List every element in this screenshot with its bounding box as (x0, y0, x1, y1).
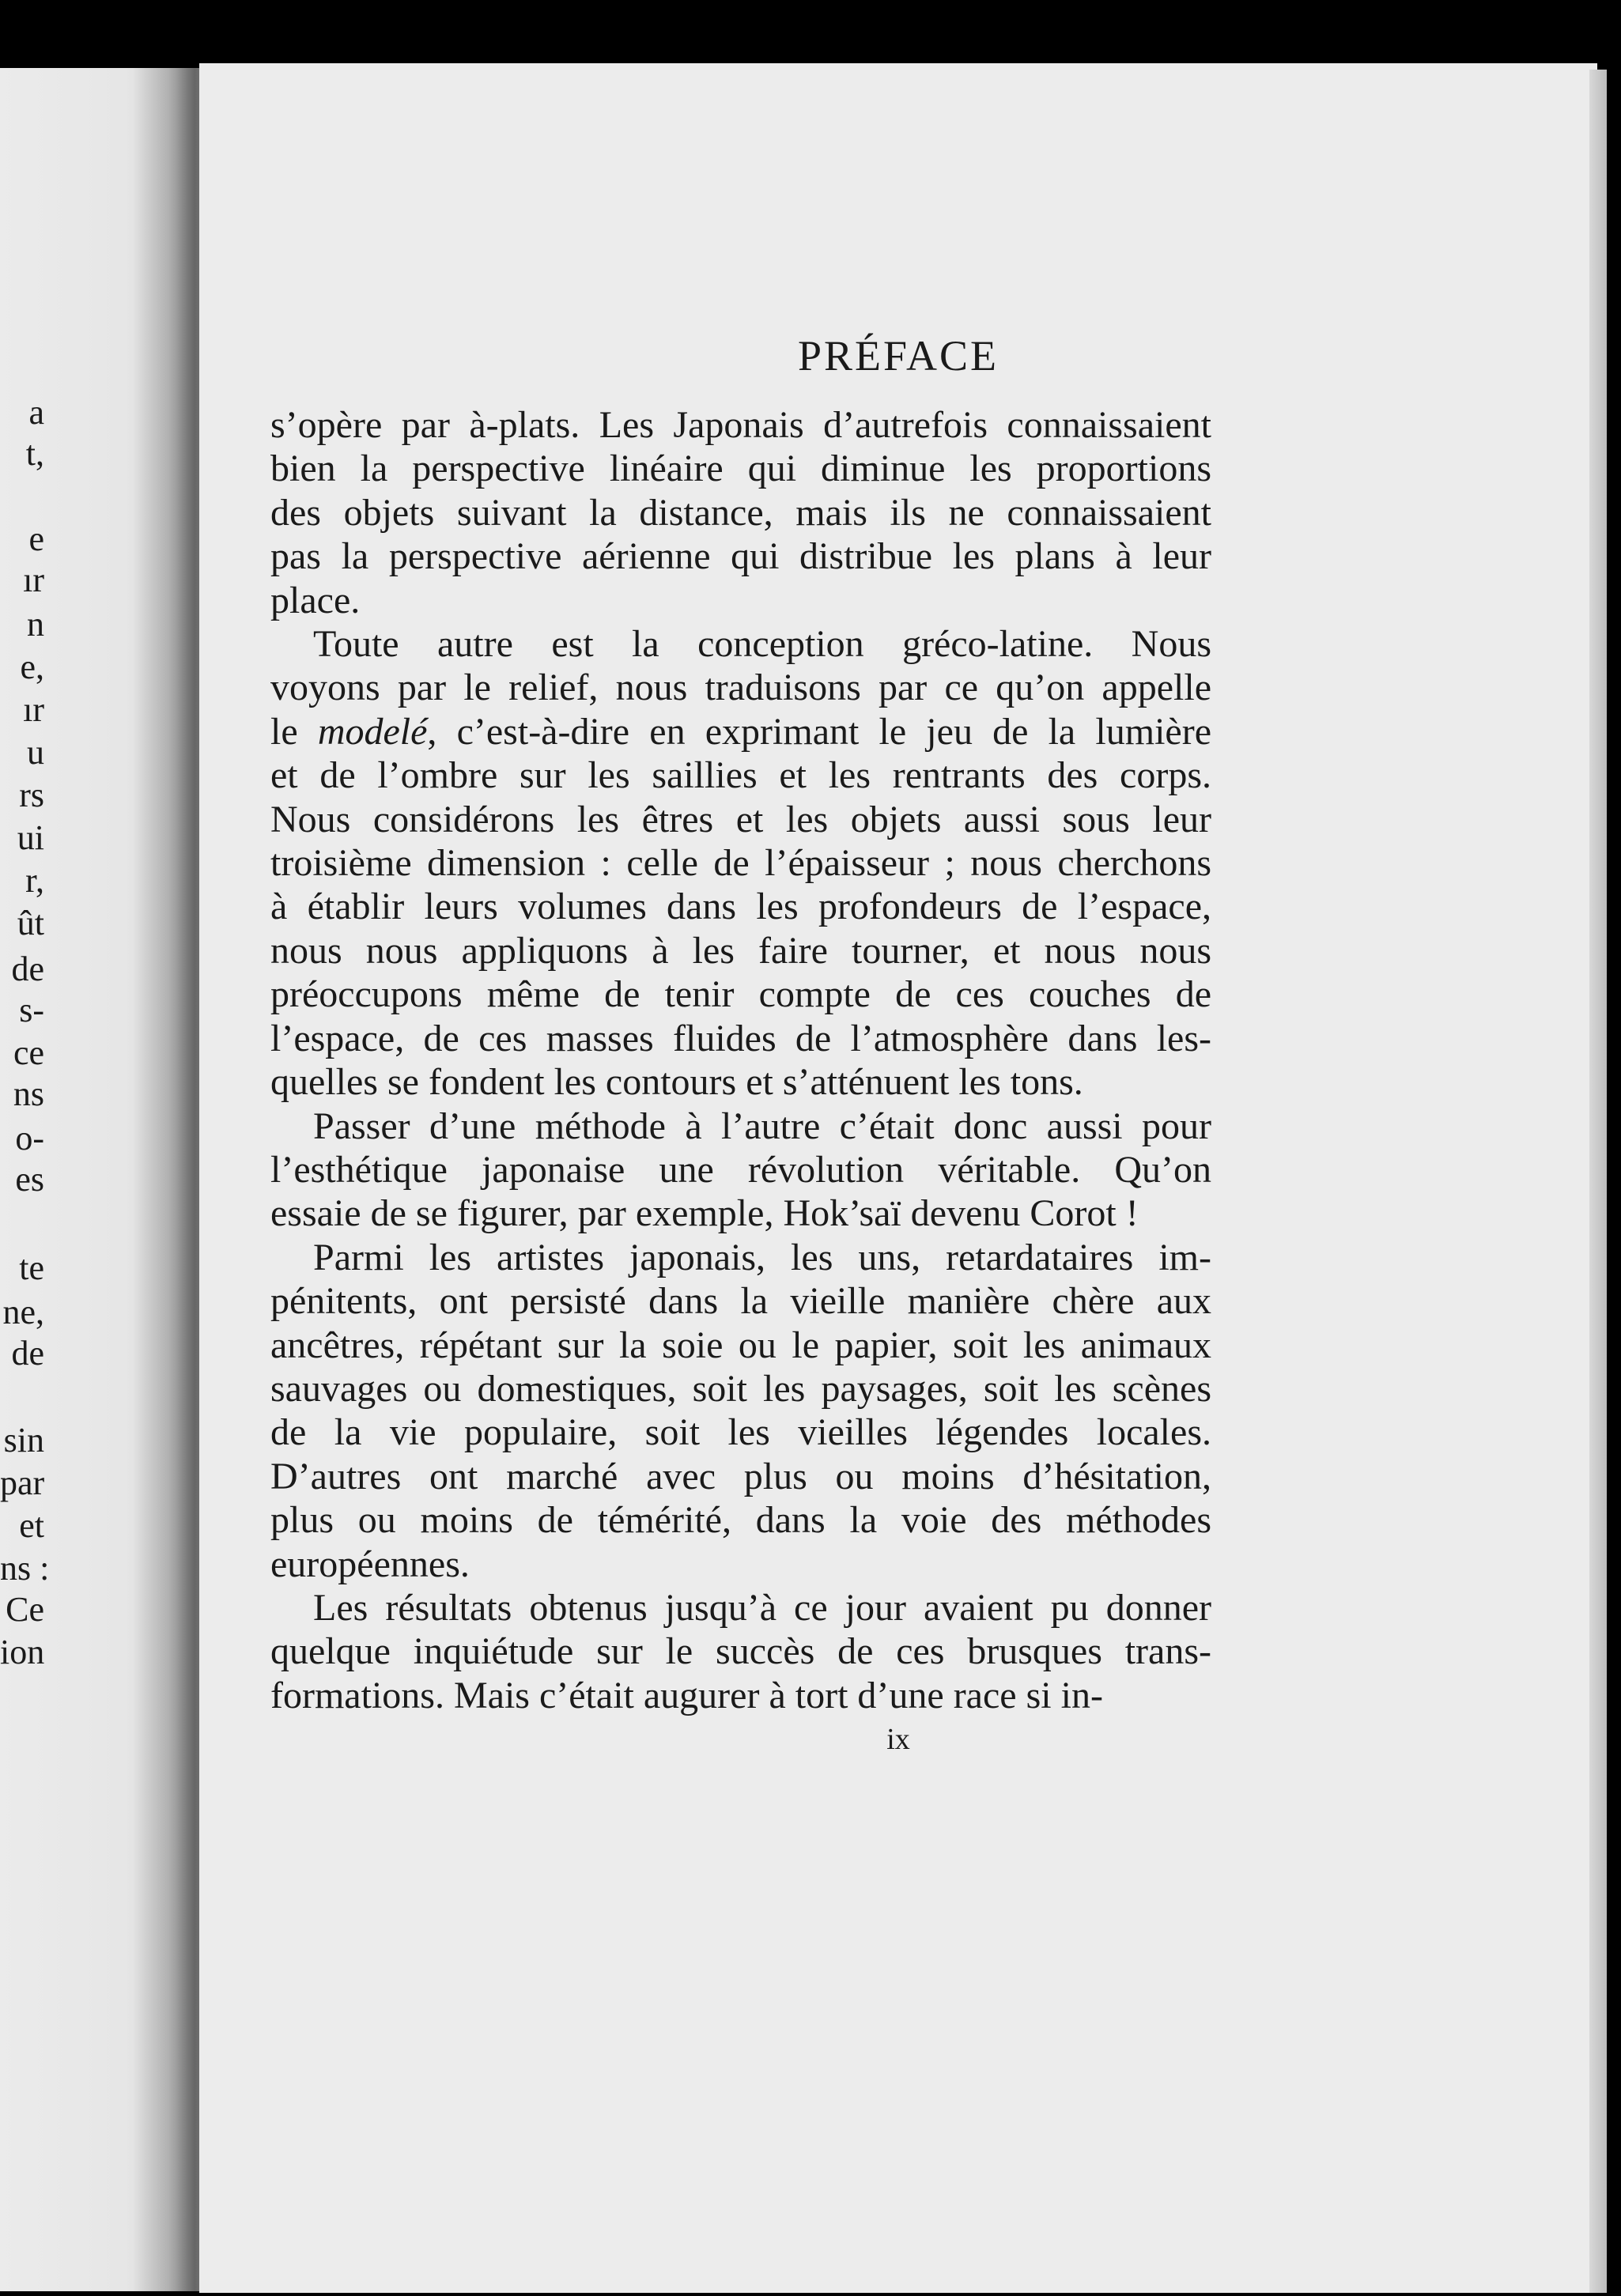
left-page-fragment: ns : (0, 1549, 50, 1588)
paragraph (270, 1105, 1211, 1236)
text-line: le modelé, c’est-à-dire en exprimant le jeu de la lumière (270, 710, 1211, 753)
text-line: formations. Mais c’était augurer à tort d’une race si in- (270, 1674, 1103, 1716)
paragraph (270, 1586, 1211, 1717)
left-page-fragment: rs (19, 776, 44, 814)
text-line: à établir leurs volumes dans les profondeurs de l’espace, (270, 886, 1211, 928)
text-line: européennes. (270, 1543, 470, 1585)
text-line: sauvages ou domestiques, soit les paysages, soit les scènes (270, 1367, 1211, 1410)
left-page-fragment: ce (13, 1033, 44, 1072)
left-page-fragment: es (15, 1160, 44, 1199)
left-page-fragment: n (27, 605, 44, 644)
left-page-fragment: e (28, 519, 44, 558)
left-page-fragment: ût (17, 904, 44, 942)
left-page-fragment: o- (15, 1119, 44, 1157)
text-line: place. (270, 579, 361, 621)
text-line: quelles se fondent les contours et s’atténuent les tons. (270, 1061, 1083, 1104)
text-line: Nous considérons les êtres et les objets aussi sous leur (270, 798, 1211, 840)
text-line: ancêtres, répétant sur la soie ou le papier, soit les animaux (270, 1324, 1211, 1366)
text-line: D’autres ont marché avec plus ou moins d’hésitation, (270, 1455, 1211, 1497)
running-head: PRÉFACE (797, 332, 999, 380)
page-edge (1589, 70, 1607, 2293)
left-page-fragment: ır (23, 561, 44, 599)
left-page-fragment: sin (3, 1421, 44, 1460)
text-line: préoccupons même de tenir compte de ces couches de (270, 973, 1211, 1016)
text-line: pénitents, ont persisté dans la vieille manière chère aux (270, 1280, 1211, 1323)
text-line: des objets suivant la distance, mais ils ne connaissaient (270, 491, 1211, 534)
text-line: pas la perspective aérienne qui distribue les plans à leur (270, 535, 1211, 578)
text-line: Passer d’une méthode à l’autre c’était donc aussi pour (313, 1105, 1211, 1147)
text-line: l’espace, de ces masses fluides de l’atmosphère dans les- (270, 1017, 1211, 1059)
left-page-fragment: t, (25, 434, 44, 473)
left-page-fragment: ion (0, 1633, 45, 1671)
left-page-fragment: ns (13, 1074, 44, 1113)
text-line: voyons par le relief, nous traduisons par ce qu’on appelle (270, 667, 1211, 709)
text-line: nous nous appliquons à les faire tourner, et nous nous (270, 929, 1211, 972)
text-line: plus ou moins de témérité, dans la voie des méthodes (270, 1499, 1211, 1542)
text-line: essaie de se figurer, par exemple, Hok’saï devenu Corot ! (270, 1192, 1139, 1235)
text-line: l’esthétique japonaise une révolution véritable. Qu’on (270, 1148, 1211, 1191)
left-page-fragment: de (11, 1334, 44, 1373)
text-line: Toute autre est la conception gréco-latine. Nous (313, 623, 1211, 666)
text-line: Parmi les artistes japonais, les uns, retardataires im- (313, 1236, 1211, 1278)
left-page-fragment: r, (25, 861, 44, 900)
paragraph (270, 1236, 1211, 1586)
left-page-fragment: a (28, 393, 44, 432)
text-line: de la vie populaire, soit les vieilles légendes locales. (270, 1411, 1211, 1454)
left-page-fragment: ne, (2, 1293, 44, 1331)
left-page-fragment: de (11, 950, 44, 988)
text-line: quelque inquiétude sur le succès de ces brusques trans- (270, 1630, 1211, 1673)
left-page-fragment: s- (19, 991, 44, 1029)
text-line: troisième dimension : celle de l’épaisseur ; nous cherchons (270, 842, 1211, 885)
left-page-fragment: u (27, 733, 44, 772)
left-page-fragment: par (0, 1463, 45, 1502)
left-page-fragment: et (19, 1506, 44, 1545)
left-page-fragment: ui (17, 818, 44, 857)
paragraph (270, 622, 1211, 1104)
left-page-fragment: ır (23, 690, 44, 729)
body-text (270, 403, 1211, 1717)
text-line: s’opère par à-plats. Les Japonais d’autrefois connaissaient (270, 404, 1211, 446)
page-number: ix (886, 1723, 910, 1756)
paragraph (270, 403, 1211, 622)
text-line: bien la perspective linéaire qui diminue les proportions (270, 447, 1211, 490)
text-line: Les résultats obtenus jusqu’à ce jour avaient pu donner (313, 1586, 1211, 1629)
left-page-fragment: e, (20, 648, 44, 686)
text-line: et de l’ombre sur les saillies et les rentrants des corps. (270, 754, 1211, 797)
left-page-fragment: te (19, 1248, 44, 1287)
left-page-fragment: Ce (6, 1590, 44, 1629)
